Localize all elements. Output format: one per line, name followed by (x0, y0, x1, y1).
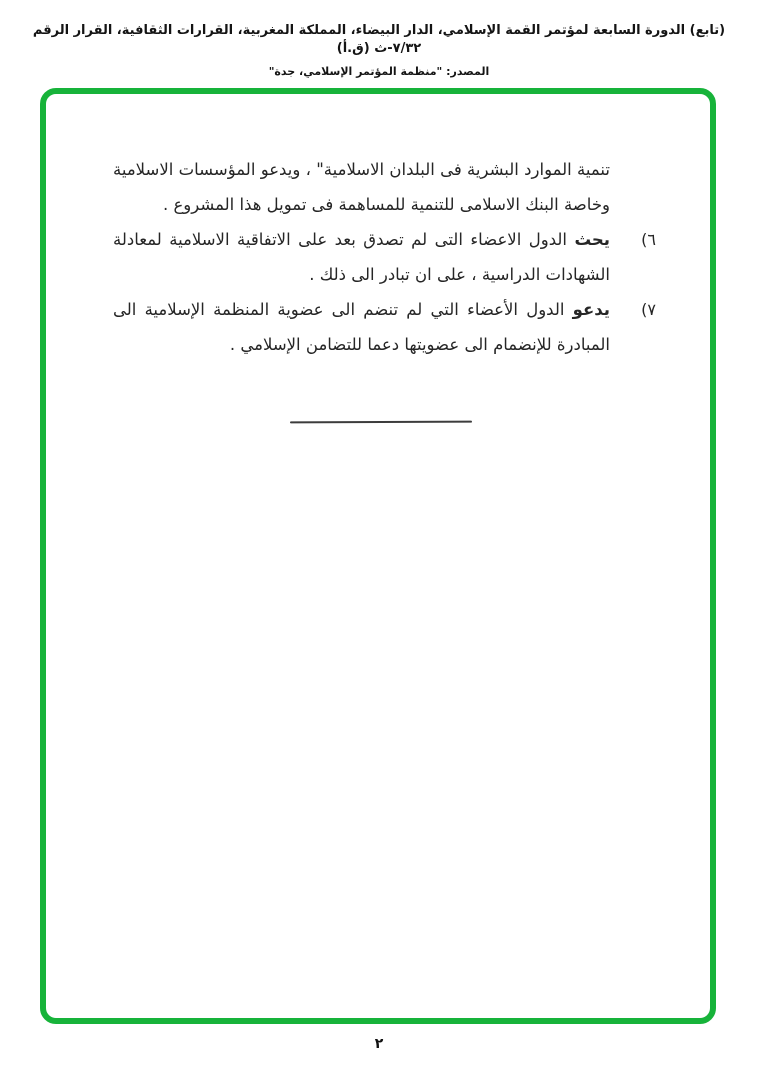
clause-7-text (113, 292, 610, 362)
clause-6-lead-verb: يحث (574, 230, 610, 249)
clause-7-body: الدول الأعضاء التي لم تنضم الى عضوية المنظمة الإسلامية الى المبادرة للإنضمام الى عضويتها دعما للتضامن الإسلامي . (113, 300, 610, 354)
clause-6-text (113, 222, 610, 292)
clause-6-number: ٦) (641, 230, 656, 249)
section-divider-line (290, 421, 472, 424)
header-citation-line: (تابع) الدورة السابعة لمؤتمر القمة الإسلامي، الدار البيضاء، المملكة المغربية، القرارات الثقافية، القرار الرقم ٧/٣٢-ث (ق.أ) (32, 23, 726, 56)
scan-header (0, 22, 758, 79)
clause-6 (113, 222, 656, 292)
clause-7-lead-verb: يدعو (572, 300, 610, 319)
document-frame (40, 88, 716, 1024)
header-source-line: المصدر: "منظمة المؤتمر الإسلامي، جدة" (268, 65, 490, 78)
intro-paragraph: تنمية الموارد البشرية فى البلدان الاسلامية" ، ويدعو المؤسسات الاسلامية وخاصة البنك الاسلامى للتنمية للمساهمة فى تمويل هذا المشروع . (113, 160, 610, 214)
document-body (113, 152, 656, 362)
clause-7 (113, 292, 656, 362)
clause-7-number: ٧) (641, 300, 656, 319)
clause-6-body: الدول الاعضاء التى لم تصدق بعد على الاتفاقية الاسلامية لمعادلة الشهادات الدراسية ، على ان تبادر الى ذلك . (113, 230, 610, 284)
page-number: ٢ (374, 1036, 384, 1052)
